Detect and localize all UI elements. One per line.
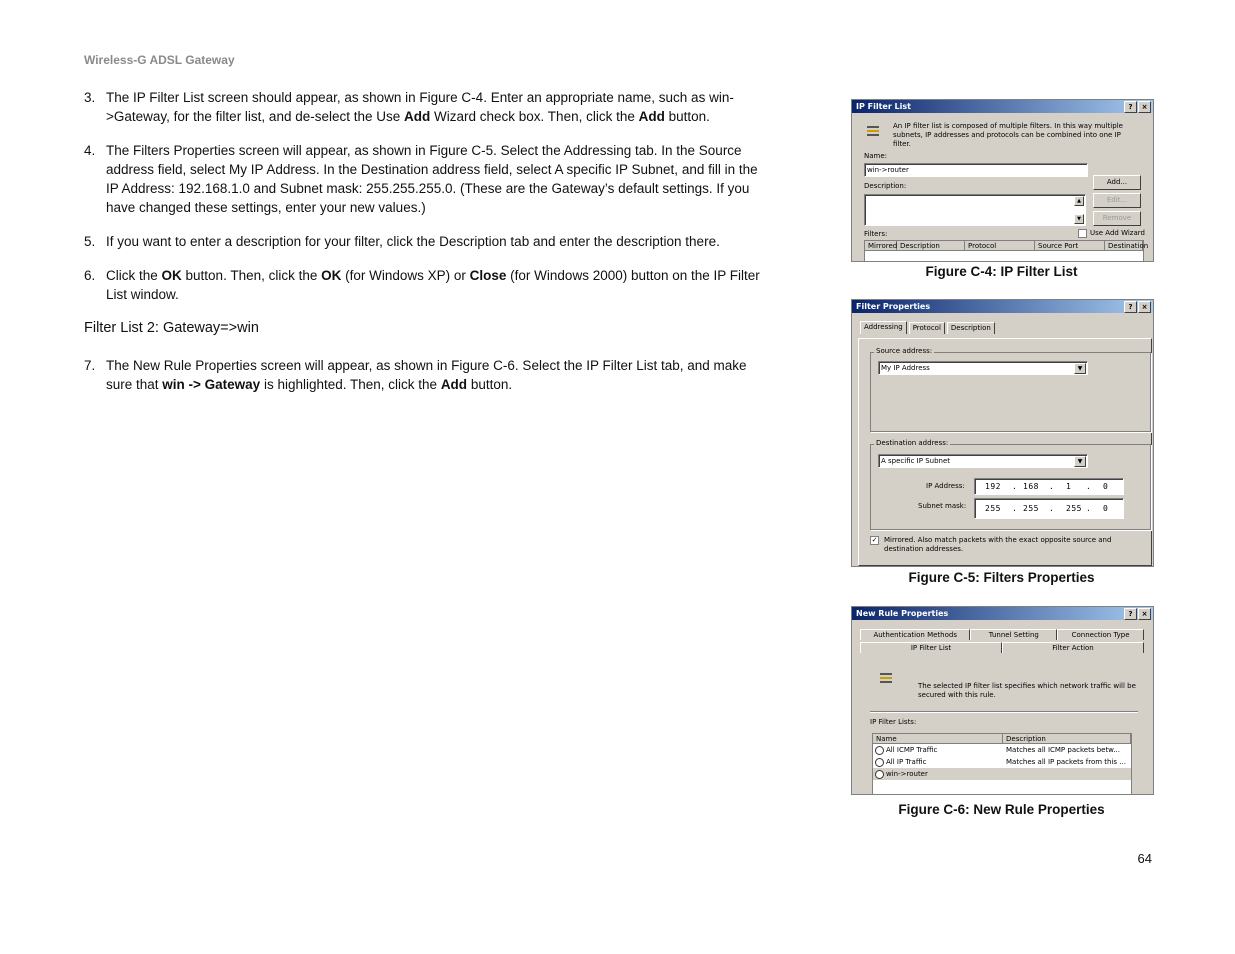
text-run: button.: [664, 109, 710, 124]
column-header[interactable]: Protocol: [965, 241, 1035, 251]
row-name-cell: [873, 768, 1003, 780]
text-run: The IP Filter List screen should appear, as shown in Figure C-4. Enter an appropriate name, such as win->Gateway, for the filter list, and de-select the Use: [106, 90, 734, 124]
figure-filter-properties: [851, 299, 1154, 567]
step-item: [84, 356, 760, 394]
scroll-down-icon[interactable]: ▼: [1074, 214, 1084, 224]
row-description: Matches all ICMP packets betw...: [1006, 746, 1120, 754]
emphasis-term: Add: [638, 109, 665, 124]
text-run: is highlighted. Then, click the: [260, 377, 441, 392]
column-header[interactable]: Description: [897, 241, 965, 251]
title-bar: [852, 300, 1153, 313]
figure-new-rule-properties: [851, 606, 1154, 795]
mask-octet: 255: [1023, 504, 1039, 513]
body-text: [84, 88, 760, 409]
row-name: All ICMP Traffic: [886, 746, 938, 754]
text-run: The Filters Properties screen will appear, as shown in Figure C-5. Select the Addressing tab. In the Source address field, select My IP Address. In the Destination address field, select A specific IP Subnet, and fill in the IP Address: 192.168.1.0 and Subnet mask: 255.255.255.0. (These are the Gateway’s default settings. If you have changed these settings, enter your new values.): [106, 143, 758, 215]
edit-button[interactable]: Edit...: [1093, 193, 1141, 208]
mirrored-checkbox[interactable]: ✓: [871, 536, 878, 544]
description-input[interactable]: [864, 194, 1086, 226]
subnet-mask-label: Subnet mask:: [918, 502, 967, 510]
figure-caption: Figure C-5: Filters Properties: [908, 570, 1095, 585]
emphasis-term: win -> Gateway: [162, 377, 261, 392]
tab-protocol[interactable]: Protocol: [909, 322, 945, 334]
listview-rows: [873, 744, 1131, 780]
text-run: (for Windows XP) or: [341, 268, 470, 283]
tab-filter-action[interactable]: Filter Action: [1002, 642, 1144, 653]
row-description: Matches all IP packets from this ...: [1006, 758, 1126, 766]
tab-authentication-methods[interactable]: Authentication Methods: [860, 629, 970, 640]
table-row[interactable]: [873, 756, 1131, 768]
ip-address-input[interactable]: 192 . 168 . 1 . 0: [974, 478, 1124, 495]
filters-listview[interactable]: [864, 240, 1149, 262]
destination-address-label: Destination address:: [876, 439, 949, 447]
step-item: [84, 88, 760, 126]
text-run: Wizard check box. Then, click the: [430, 109, 639, 124]
use-wizard-label: Use Add Wizard: [1090, 229, 1145, 237]
listview-header: [873, 734, 1131, 744]
ip-octet: 1: [1066, 482, 1072, 491]
figure-caption: Figure C-4: IP Filter List: [925, 264, 1078, 279]
row-name: win->router: [886, 770, 928, 778]
radio-button[interactable]: [875, 770, 884, 779]
step-text: [106, 90, 734, 124]
text-run: If you want to enter a description for your filter, click the Description tab and enter the description there.: [106, 234, 720, 249]
ip-address-label: IP Address:: [926, 482, 965, 490]
tab-addressing[interactable]: Addressing: [860, 321, 907, 334]
source-address-label: Source address:: [876, 347, 933, 355]
ip-filter-lists-label: IP Filter Lists:: [870, 718, 917, 726]
step-item: [84, 141, 760, 217]
mask-octet: 0: [1103, 504, 1109, 513]
scroll-up-icon[interactable]: ▲: [1074, 196, 1084, 206]
step-text: [106, 234, 720, 249]
step-text: [106, 358, 747, 392]
window-title: IP Filter List: [856, 102, 911, 111]
column-header[interactable]: Mirrored: [865, 241, 897, 251]
emphasis-term: Add: [404, 109, 431, 124]
subheading: Filter List 2: Gateway=>win: [84, 320, 259, 336]
title-bar: [852, 100, 1153, 113]
intro-text: The selected IP filter list specifies which network traffic will be secured with this rule.: [918, 682, 1136, 699]
intro-text: An IP filter list is composed of multiple filters. In this way multiple subnets, IP addresses and protocols can be combined into one IP filter.: [893, 122, 1123, 148]
source-address-value: My IP Address: [881, 364, 930, 372]
step-text: [106, 268, 760, 302]
ip-octet: 192: [985, 482, 1001, 491]
ip-octet: 168: [1023, 482, 1039, 491]
help-button[interactable]: ?: [1124, 301, 1137, 313]
emphasis-term: Close: [469, 268, 507, 283]
tab-ip-filter-list[interactable]: IP Filter List: [860, 642, 1002, 653]
listview-header: [865, 241, 1149, 251]
remove-button[interactable]: Remove: [1093, 211, 1141, 226]
tab-strip: [860, 322, 995, 334]
filter-list-icon: [880, 673, 892, 683]
row-description: [1003, 768, 1131, 780]
text-run: The New Rule Properties screen will appear, as shown in Figure C-6. Select the IP Filter List tab, and make sure that: [106, 358, 747, 392]
title-bar: [852, 607, 1153, 620]
description-label: Description:: [864, 182, 907, 190]
close-button[interactable]: ×: [1138, 101, 1151, 113]
name-label: Name:: [864, 152, 888, 160]
step-item: [84, 266, 760, 304]
steps-list-2: [84, 356, 760, 394]
running-header: Wireless-G ADSL Gateway: [84, 53, 235, 67]
add-button[interactable]: Add...: [1093, 175, 1141, 190]
destination-address-value: A specific IP Subnet: [881, 457, 951, 465]
step-number: 6.: [84, 268, 96, 283]
step-text: [106, 143, 758, 215]
text-run: (for Windows 2000) button on the IP Filter List window.: [106, 268, 760, 302]
figure-ip-filter-list: [851, 99, 1154, 262]
row-name: All IP Traffic: [886, 758, 927, 766]
mirrored-label: Mirrored. Also match packets with the exact opposite source and destination addresses.: [884, 536, 1112, 553]
mask-octet: 255: [1066, 504, 1082, 513]
column-header[interactable]: Description: [1003, 734, 1131, 744]
tab-strip-bottom: [860, 642, 1144, 653]
tab-tunnel-setting[interactable]: Tunnel Setting: [970, 629, 1057, 640]
name-input[interactable]: win->router: [864, 163, 1088, 177]
help-button[interactable]: ?: [1124, 608, 1137, 620]
step-number: 4.: [84, 143, 96, 158]
emphasis-term: OK: [161, 268, 182, 283]
emphasis-term: OK: [321, 268, 342, 283]
step-number: 7.: [84, 358, 96, 373]
column-header[interactable]: Destination: [1105, 241, 1143, 251]
step-number: 3.: [84, 90, 96, 105]
tab-description[interactable]: Description: [947, 322, 995, 334]
tab-connection-type[interactable]: Connection Type: [1057, 629, 1144, 640]
close-button[interactable]: ×: [1138, 608, 1151, 620]
figure-caption: Figure C-6: New Rule Properties: [898, 802, 1105, 817]
subnet-mask-input[interactable]: 255 . 255 . 255 . 0: [974, 498, 1124, 519]
table-row[interactable]: [873, 744, 1131, 756]
window-title: Filter Properties: [856, 302, 931, 311]
text-run: button.: [467, 377, 513, 392]
column-header[interactable]: Name: [873, 734, 1003, 744]
use-wizard-checkbox[interactable]: [1078, 229, 1087, 238]
steps-list: [84, 88, 760, 304]
radio-button[interactable]: [875, 758, 884, 767]
table-row[interactable]: [873, 768, 1131, 780]
close-button[interactable]: ×: [1138, 301, 1151, 313]
source-address-select[interactable]: [878, 361, 1088, 375]
help-button[interactable]: ?: [1124, 101, 1137, 113]
column-header[interactable]: Source Port: [1035, 241, 1105, 251]
ip-filter-listview[interactable]: [872, 733, 1132, 795]
emphasis-term: Add: [440, 377, 468, 392]
chevron-down-icon: ▼: [1074, 363, 1086, 374]
step-item: [84, 232, 760, 251]
mask-octet: 255: [985, 504, 1001, 513]
filters-label: Filters:: [864, 230, 888, 238]
text-run: Click the: [106, 268, 162, 283]
tab-strip-top: [860, 629, 1144, 640]
chevron-down-icon: ▼: [1074, 456, 1086, 467]
page-number: 64: [1137, 851, 1152, 866]
row-name-cell: [873, 744, 1003, 756]
text-run: button. Then, click the: [181, 268, 322, 283]
row-name-cell: [873, 756, 1003, 768]
destination-address-select[interactable]: [878, 454, 1088, 468]
divider: [870, 711, 1138, 713]
step-number: 5.: [84, 234, 96, 249]
radio-button[interactable]: [875, 746, 884, 755]
window-title: New Rule Properties: [856, 609, 949, 618]
ip-octet: 0: [1103, 482, 1109, 491]
filter-list-icon: [867, 126, 879, 136]
